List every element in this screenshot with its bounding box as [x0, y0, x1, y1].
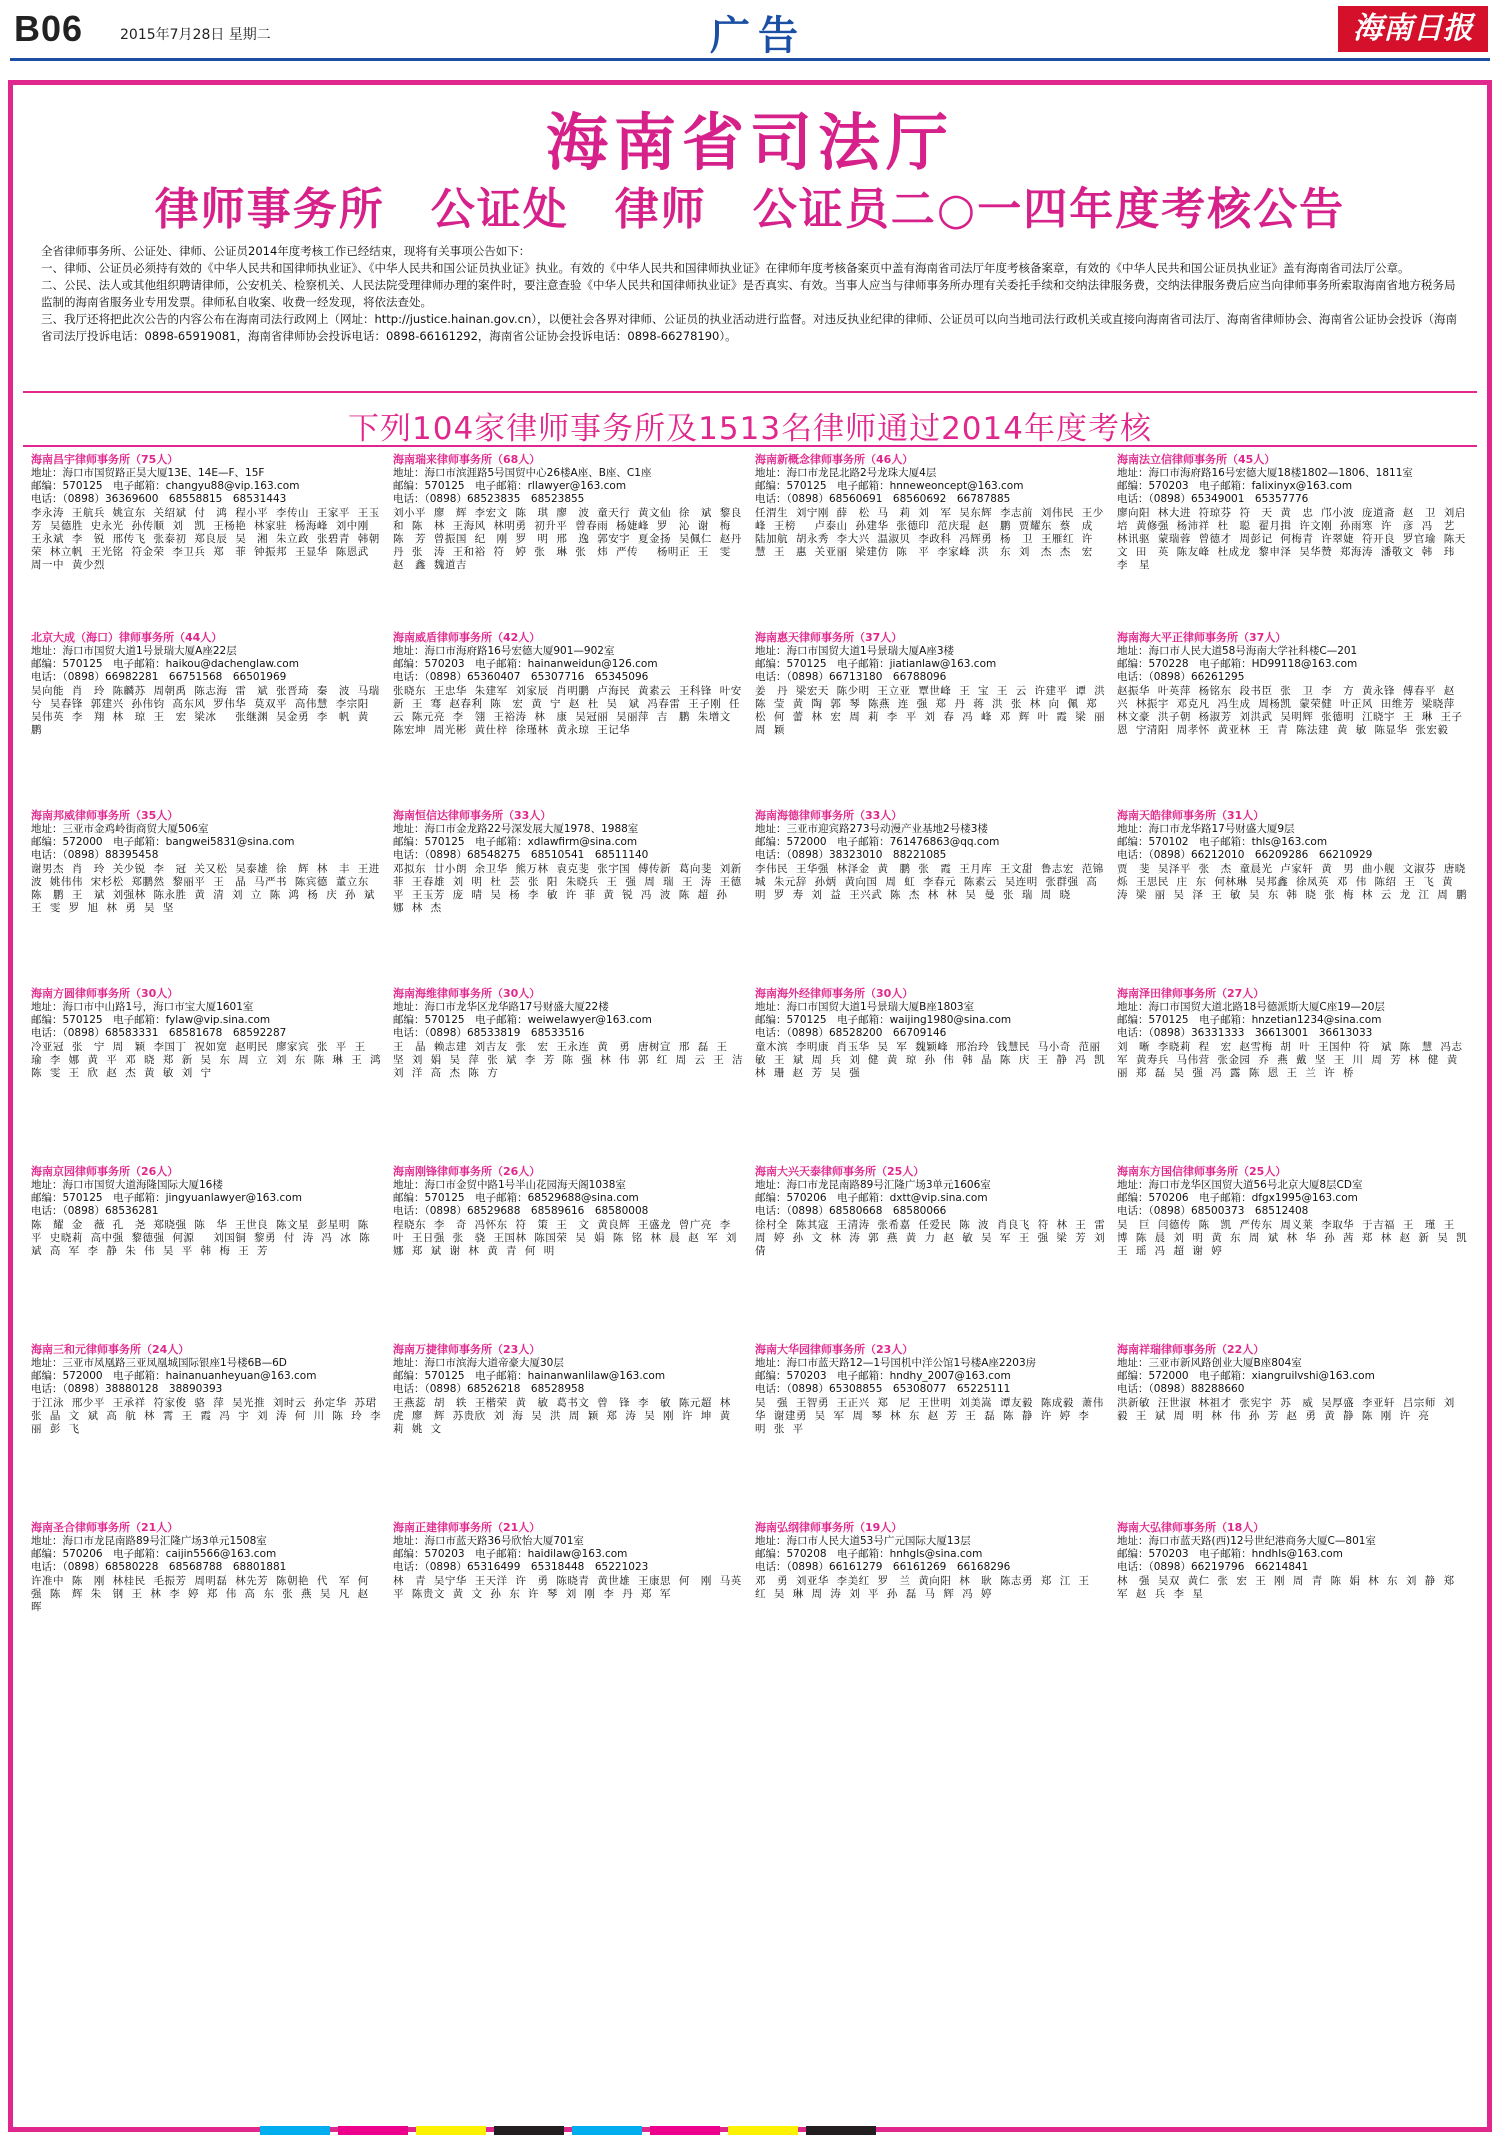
intro-paragraph: 三、我厅还将把此次公告的内容公布在海南司法行政网上（网址：http://justice.hainan.gov.cn），以便社会各界对律师、公证员的执业活动进行监督。对违反执业纪律的律师、公证员可以向当地司法行政机关或直接向海南省司法厅、海南省律师协会、海南省公证协会投诉（海南省司法厅投诉电话：0898-65919081，海南省律师协会投诉电话：0898-66161292，海南省公证协会投诉电话：0898-66278190）。: [41, 312, 1458, 343]
print-color-bars: [0, 2123, 1500, 2137]
firm-name: 海南泽田律师事务所（27人）: [1117, 987, 1265, 1000]
firm-phone: 电话：（0898）36369600 68558815 68531443: [31, 493, 287, 505]
firm-entry: [393, 631, 752, 803]
firm-address: 地址：海口市蓝天路(西)12号世纪港商务大厦C—801室: [1117, 1535, 1376, 1547]
list-title: 下列104家律师事务所及1513名律师通过2014年度考核: [348, 411, 1152, 447]
firm-postcode-email: 邮编：570125 电子邮箱：xdlawfirm@sina.com: [393, 836, 638, 848]
firm-lawyer-list: 贾 斐 吴泽平 张 杰 童晨光 卢家轩 黄 男 曲小舰 文淑芬 唐晓烁 王思民 庄 东 何林琳 吴邦鑫 徐凤英 邓 伟 陈绍 王 飞 黄 涛 梁 丽 吴 泽 王 敏 吴 东 韩 晓 张 梅 林 云 龙 江 周 鹏: [1117, 863, 1468, 901]
firm-name: 海南方圆律师事务所（30人）: [31, 987, 179, 1000]
firm-phone: 电话：（0898）68529688 68589616 68580008: [393, 1205, 649, 1217]
firm-name: 海南海德律师事务所（33人）: [755, 809, 903, 822]
firm-address: 地址：海口市海府路16号宏德大厦901—902室: [393, 645, 615, 657]
firm-lawyer-list: 任渭生 刘宁刚 薛 松 马 莉 刘 军 吴东辉 李志前 刘伟民 王少峰 王榜 卢泰山 孙建华 张德印 范庆琨 赵 鹏 贾耀东 蔡 成 陆加航 胡永秀 李大兴 温淑贝 李政科 冯辉勇 杨 卫 王雁红 许 慧 王 惠 关亚丽 梁建仿 陈 平 李家峰 洪 东 刘 杰 杰 宏: [755, 507, 1104, 558]
firm-address: 地址：海口市国贸大道海隆国际大厦16楼: [31, 1179, 223, 1191]
firm-lawyer-list: 刘小平 廖 辉 李宏文 陈 琪 廖 波 童天行 黄文仙 徐 斌 黎良和 陈 林 王海风 林明勇 初升平 曾春雨 杨婕峰 罗 沁 谢 梅 陈 芳 曾振国 纪 刚 罗 明 邢 逸 郭安宇 夏金扬 吴佩仁 赵丹丹 张 涛 王和裕 符 婷 张 琳 张 炜 严传 杨明正 王 雯 赵 鑫 魏道吉: [393, 507, 742, 571]
firm-address: 地址：海口市龙华区国贸大道56号北京大厦8层CD室: [1117, 1179, 1363, 1191]
firm-address: 地址：海口市国贸大道1号景瑞大厦A座3楼: [755, 645, 955, 657]
firm-name: 海南弘纲律师事务所（19人）: [755, 1521, 903, 1534]
firm-entry: [755, 1165, 1107, 1337]
firm-address: 地址：海口市蓝天路36号欣怡大厦701室: [393, 1535, 584, 1547]
color-bar-swatch: [728, 2126, 798, 2135]
firm-lawyer-list: 刘 晰 李晓莉 程 宏 赵雪梅 胡 叶 王国仲 符 斌 陈 慧 冯志军 黄寿兵 马伟营 张金园 乔 燕 戴 坚 王 川 周 芳 林 健 黄 丽 郑 磊 吴 强 冯 露 陈 恩 王 兰 许 桥: [1117, 1041, 1463, 1079]
firm-address: 地址：三亚市迎宾路273号动漫产业基地2号楼3楼: [755, 823, 988, 835]
firm-phone: 电话：（0898）36331333 36613001 36613033: [1117, 1027, 1373, 1039]
firm-postcode-email: 邮编：570208 电子邮箱：hnhgls@sina.com: [755, 1548, 983, 1560]
firm-lawyer-list: 陈 耀 金 薇 孔 尧 郑晓强 陈 华 王世良 陈文星 彭星明 陈 平 史晓莉 高中强 黎德强 何源 刘国铜 黎勇 付 涛 冯 冰 陈 斌 高 军 李 静 朱 伟 吴 平 韩 梅 王 芳: [31, 1219, 380, 1257]
firm-entry: [1117, 631, 1469, 803]
firm-name: 海南祥瑞律师事务所（22人）: [1117, 1343, 1265, 1356]
firm-postcode-email: 邮编：570125 电子邮箱：hnneweoncept@163.com: [755, 480, 1024, 492]
firm-postcode-email: 邮编：570228 电子邮箱：HD99118@163.com: [1117, 658, 1358, 670]
firm-phone: 电话：（0898）65308855 65308077 65225111: [755, 1383, 1011, 1395]
firm-postcode-email: 邮编：570125 电子邮箱：hainanwanlilaw@163.com: [393, 1370, 666, 1382]
firm-phone: 电话：（0898）68583331 68581678 68592287: [31, 1027, 287, 1039]
firm-lawyer-list: 林 强 吴双 黄仁 张 宏 王 刚 周 青 陈 娟 林 东 刘 静 郑 军 赵 兵 李 星: [1117, 1575, 1455, 1600]
color-bar-swatch: [650, 2126, 720, 2135]
firm-phone: 电话：（0898）68528200 66709146: [755, 1027, 947, 1039]
firm-phone: 电话：（0898）68500373 68512408: [1117, 1205, 1309, 1217]
firm-address: 地址：海口市国贸大道1号景瑞大厦A座22层: [31, 645, 237, 657]
firm-name: 海南圣合律师事务所（21人）: [31, 1521, 179, 1534]
firm-entry: [393, 809, 745, 981]
directory-column: [31, 453, 383, 2121]
firm-phone: 电话：（0898）68560691 68560692 66787885: [755, 493, 1011, 505]
firm-address: 地址：海口市滨涯路5号国贸中心26楼A座、B座、C1座: [393, 467, 652, 479]
firm-phone: 电话：（0898）66713180 66788096: [755, 671, 947, 683]
firm-address: 地址：海口市国贸路正昊大厦13E、14E—F、15F: [31, 467, 265, 479]
firm-lawyer-list: 冷亚冠 张 宁 周 颖 李国丁 祝如宽 赵明民 廖家宾 张 平 王 瑜 李 娜 黄 平 邓 晓 郑 新 吴 东 周 立 刘 东 陈 琳 王 鸿 陈 雯 王 欣 赵 杰 黄 敏 刘 宁: [31, 1041, 382, 1079]
firm-name: 海南大兴天泰律师事务所（25人）: [755, 1165, 925, 1178]
firm-entry: [755, 1521, 1107, 1693]
notice-intro: [41, 243, 1465, 345]
firm-name: 海南天皓律师事务所（31人）: [1117, 809, 1265, 822]
color-bar-swatch: [572, 2126, 642, 2135]
section-divider: [23, 391, 1477, 393]
color-bar-swatch: [806, 2126, 876, 2135]
firm-name: 海南海大平正律师事务所（37人）: [1117, 631, 1287, 644]
firm-address: 地址：海口市蓝天路12—1号国机中洋公馆1号楼A座2203房: [755, 1357, 1037, 1369]
firm-postcode-email: 邮编：570125 电子邮箱：jingyuanlawyer@163.com: [31, 1192, 302, 1204]
firm-name: 海南大弘律师事务所（18人）: [1117, 1521, 1265, 1534]
firm-name: 北京大成（海口）律师事务所（44人）: [31, 631, 223, 644]
firm-lawyer-list: 谢男杰 肖 玲 关少锐 李 冠 关又松 吴泰雄 徐 辉 林 丰 王进波 姚伟伟 宋杉松 郑鹏然 黎丽平 王 晶 马严书 陈宾德 董立东 陈 鹏 王 斌 刘强林 陈永胜 黄 清 刘 立 陈 鸿 杨 庆 孙 斌 王 雯 罗 旭 林 勇 吴 坚: [31, 863, 380, 914]
firm-lawyer-list: 吴 巨 闫德传 陈 凯 严传东 周义莱 李取华 于吉福 王 瑾 王 博 陈 晨 刘 明 黄 东 周 斌 林 华 孙 茜 郑 林 赵 新 吴 凯 王 瑶 冯 超 谢 婷: [1117, 1219, 1468, 1257]
firm-name: 海南正建律师事务所（21人）: [393, 1521, 541, 1534]
firm-phone: 电话：（0898）88288660: [1117, 1383, 1245, 1395]
firm-address: 地址：海口市人民大道58号海南大学社科楼C—201: [1117, 645, 1358, 657]
firm-postcode-email: 邮编：570206 电子邮箱：dxtt@vip.sina.com: [755, 1192, 988, 1204]
firm-entry: [755, 809, 1107, 981]
firm-phone: 电话：（0898）68533819 68533516: [393, 1027, 585, 1039]
firm-phone: 电话：（0898）65316499 65318448 65221023: [393, 1561, 649, 1573]
firm-name: 海南邦威律师事务所（35人）: [31, 809, 179, 822]
firm-lawyer-list: 林 青 吴宁华 王天洋 许 勇 陈晓青 黄世雄 王康思 何 刚 马英平 陈贵文 黄 文 孙 东 许 琴 刘 刚 李 丹 郑 军: [393, 1575, 742, 1600]
firm-lawyer-list: 徐村全 陈其寇 王清涛 张希嘉 任爱民 陈 波 肖良飞 符 林 王 雷 周 婷 孙 文 林 涛 郭 燕 黄 力 赵 敏 吴 军 王 强 梁 芳 刘 倩: [755, 1219, 1106, 1257]
firm-phone: 电话：（0898）68580668 68580066: [755, 1205, 947, 1217]
firm-directory: [31, 453, 1471, 2121]
firm-lawyer-list: 程晓东 李 奇 冯怀东 符 策 王 文 黄良辉 王盛龙 曾广亮 李 叶 王日强 张 骁 王国林 陈国荣 吴 娟 陈 铭 林 晨 赵 军 刘 娜 郑 斌 谢 林 黄 青 何 明: [393, 1219, 742, 1257]
firm-lawyer-list: 王燕蕊 胡 轶 王楷荣 黄 敏 葛书文 曾 锋 李 敏 陈元超 林 虎 廖 辉 苏贵欣 刘 海 吴 洪 周 颖 郑 涛 吴 刚 许 坤 黄 莉 姚 文: [393, 1397, 742, 1435]
firm-entry: [393, 1165, 745, 1337]
firm-phone: 电话：（0898）66219796 66214841: [1117, 1561, 1309, 1573]
firm-entry: [755, 631, 1107, 803]
intro-paragraph: 一、律师、公证员必须持有效的《中华人民共和国律师执业证》、《中华人民共和国公证员执业证》执业。有效的《中华人民共和国律师执业证》在律师年度考核备案页中盖有海南省司法厅年度考核备案章，有效的《中华人民共和国公证员执业证》盖有海南省司法厅公章。: [41, 261, 1410, 275]
firm-postcode-email: 邮编：570203 电子邮箱：haidilaw@163.com: [393, 1548, 628, 1560]
firm-phone: 电话：（0898）66261295: [1117, 671, 1245, 683]
publication-date: 2015年7月28日 星期二: [120, 27, 271, 43]
section-divider: [23, 445, 1477, 447]
firm-phone: 电话：（0898）38880128 38890393: [31, 1383, 223, 1395]
firm-entry: [1117, 1343, 1469, 1515]
firm-postcode-email: 邮编：570125 电子邮箱：waijing1980@sina.com: [755, 1014, 1012, 1026]
firm-address: 地址：三亚市新风路创业大厦B座804室: [1117, 1357, 1302, 1369]
firm-lawyer-list: 李永涛 王航兵 姚宣东 关绍斌 付 鸿 程小平 李传山 王家平 王玉芳 吴德胜 史永光 孙传顺 刘 凯 王杨艳 林家驻 杨海峰 刘中刚 王永斌 李 锐 邢传飞 张泰初 郑良辰 吴 湘 朱立政 张碧青 韩朝荣 林立帆 王光铭 符金荣 李卫兵 郑 菲 钟振邦 王显华 陈恩武 周一中 黄少烈: [31, 507, 380, 571]
firm-postcode-email: 邮编：570125 电子邮箱：68529688@sina.com: [393, 1192, 639, 1204]
firm-name: 海南京园律师事务所（26人）: [31, 1165, 179, 1178]
firm-lawyer-list: 吴 强 王智勇 王正兴 郑 尼 王世明 刘美嵩 谭友毅 陈成毅 萧伟华 谢建勇 吴 军 周 琴 林 东 赵 芳 王 磊 陈 静 许 婷 李 明 张 平: [755, 1397, 1104, 1435]
firm-address: 地址：海口市国贸大道北路18号德派斯大厦C座19—20层: [1117, 1001, 1385, 1013]
firm-phone: 电话：（0898）68536281: [31, 1205, 159, 1217]
firm-entry: [31, 1165, 383, 1337]
firm-phone: 电话：（0898）66212010 66209286 66210929: [1117, 849, 1373, 861]
section-title: 广告: [710, 13, 806, 59]
notice-subtitle: 律师事务所 公证处 律师 公证员二○一四年度考核公告: [154, 184, 1346, 235]
directory-column: [755, 453, 1107, 2121]
firm-lawyer-list: 于江泳 邢少平 王承祥 符家俊 骆 萍 吴光推 刘时云 孙定华 苏珺 张 晶 文 斌 高 航 林 霄 王 霞 冯 宇 刘 涛 何 川 陈 玲 李 丽 彭 飞: [31, 1397, 382, 1435]
firm-entry: [31, 631, 383, 803]
firm-postcode-email: 邮编：570125 电子邮箱：changyu88@vip.163.com: [31, 480, 300, 492]
firm-entry: [1117, 987, 1469, 1159]
firm-lawyer-list: 吴向能 肖 玲 陈麟苏 周朝禹 陈志海 雷 斌 张晋琦 秦 波 马瑞兮 吴春锋 郭建兴 孙伟钧 高东风 罗伟华 莫双平 高伟慧 李宗阳 吴伟英 李 翔 林 琼 王 宏 梁冰 张继渊 吴金勇 李 帆 黄 鹏: [31, 685, 380, 736]
firm-phone: 电话：（0898）68526218 68528958: [393, 1383, 585, 1395]
firm-entry: [1117, 1165, 1469, 1337]
firm-entry: [31, 987, 383, 1159]
firm-postcode-email: 邮编：572000 电子邮箱：761476863@qq.com: [755, 836, 1000, 848]
firm-name: 海南昌宇律师事务所（75人）: [31, 453, 179, 466]
firm-entry: [393, 1521, 745, 1693]
firm-postcode-email: 邮编：570203 电子邮箱：hndhy_2007@163.com: [755, 1370, 1011, 1382]
firm-address: 地址：三亚市金鸡岭街商贸大厦506室: [31, 823, 209, 835]
firm-address: 地址：三亚市凤凰路三亚凤凰城国际银座1号楼6B—6D: [31, 1357, 287, 1369]
firm-address: 地址：海口市海府路16号宏德大厦18楼1802—1806、1811室: [1117, 467, 1413, 479]
firm-name: 海南刚锋律师事务所（26人）: [393, 1165, 541, 1178]
firm-postcode-email: 邮编：570125 电子邮箱：haikou@dachenglaw.com: [31, 658, 299, 670]
firm-postcode-email: 邮编：572000 电子邮箱：hainanuanheyuan@163.com: [31, 1370, 317, 1382]
firm-postcode-email: 邮编：570203 电子邮箱：falixinyx@163.com: [1117, 480, 1353, 492]
firm-entry: [755, 1343, 1107, 1515]
firm-name: 海南新概念律师事务所（46人）: [755, 453, 914, 466]
firm-lawyer-list: 邓拟东 廿小朗 余卫华 熊万林 袁克斐 张宇国 傅传新 葛向斐 刘新菲 王春雄 刘 明 杜 芸 张 阳 朱晓兵 王 强 周 瑞 王 涛 王德平 王玉芳 庞 晴 吴 杨 李 敏 许 菲 黄 锐 冯 波 陈 超 孙 娜 林 杰: [393, 863, 742, 914]
firm-entry: [1117, 809, 1469, 981]
firm-phone: 电话：（0898）88395458: [31, 849, 159, 861]
firm-postcode-email: 邮编：570125 电子邮箱：hnzetian1234@sina.com: [1117, 1014, 1382, 1026]
firm-postcode-email: 邮编：570206 电子邮箱：caijin5566@163.com: [31, 1548, 277, 1560]
firm-postcode-email: 邮编：570125 电子邮箱：fylaw@vip.sina.com: [31, 1014, 271, 1026]
firm-entry: [31, 1521, 383, 1693]
firm-phone: 电话：（0898）68548275 68510541 68511140: [393, 849, 649, 861]
firm-entry: [393, 1343, 745, 1515]
firm-lawyer-list: 童木滨 李明康 肖玉华 吴 军 魏颖峰 邢治玲 钱慧民 马小奇 范丽敏 王 斌 周 兵 刘 健 黄 琼 孙 伟 韩 晶 陈 庆 王 静 冯 凯 林 珊 赵 芳 吴 强: [755, 1041, 1106, 1079]
firm-postcode-email: 邮编：570125 电子邮箱：weiwelawyer@163.com: [393, 1014, 652, 1026]
directory-column: [393, 453, 752, 2121]
firm-name: 海南大华园律师事务所（23人）: [755, 1343, 914, 1356]
page-number: B06: [14, 8, 84, 49]
firm-phone: 电话：（0898）68580228 68568788 68801881: [31, 1561, 287, 1573]
firm-address: 地址：海口市龙华区龙华路17号财盛大厦22楼: [393, 1001, 609, 1013]
firm-entry: [31, 1343, 383, 1515]
firm-phone: 电话：（0898）66982281 66751568 66501969: [31, 671, 287, 683]
firm-entry: [755, 987, 1107, 1159]
firm-lawyer-list: 姜 丹 梁宏天 陈少明 王立亚 覃世峰 王 宝 王 云 许建平 谭 洪 陈 莹 黄 陶 郭 琴 陈燕 连 强 郑 丹 蒋 洪 张 林 向 佩 郑 松 何 蕾 林 宏 周 莉 李 平 刘 春 冯 峰 邓 辉 叶 霞 梁 丽 周 颖: [755, 685, 1106, 736]
firm-name: 海南海外经律师事务所（30人）: [755, 987, 914, 1000]
firm-phone: 电话：（0898）68523835 68523855: [393, 493, 585, 505]
firm-entry: [393, 987, 745, 1159]
firm-postcode-email: 邮编：572000 电子邮箱：xiangruilvshi@163.com: [1117, 1370, 1375, 1382]
firm-name: 海南威盾律师事务所（42人）: [393, 631, 541, 644]
firm-address: 地址：海口市金贸中路1号半山花园海天阁1038室: [393, 1179, 626, 1191]
firm-name: 海南惠天律师事务所（37人）: [755, 631, 903, 644]
firm-name: 海南万捷律师事务所（23人）: [393, 1343, 541, 1356]
notice-frame: [8, 80, 1492, 2132]
firm-name: 海南东方国信律师事务所（25人）: [1117, 1165, 1287, 1178]
firm-name: 海南法立信律师事务所（45人）: [1117, 453, 1276, 466]
firm-address: 地址：海口市人民大道53号广元国际大厦13层: [755, 1535, 971, 1547]
color-bar-swatch: [338, 2126, 408, 2135]
firm-name: 海南瑞来律师事务所（68人）: [393, 453, 541, 466]
firm-address: 地址：海口市龙昆南路89号汇隆广场3单元1606室: [755, 1179, 991, 1191]
firm-lawyer-list: 王 晶 赖志建 刘吉友 张 宏 王永连 黄 勇 唐树宣 邢 磊 王 坚 刘 娟 吴 萍 张 斌 李 芳 陈 强 林 伟 郭 红 周 云 王 洁 刘 洋 高 杰 陈 方: [393, 1041, 744, 1079]
firm-lawyer-list: 赵振华 叶英萍 杨铭东 段书臣 张 卫 李 方 黄永锋 傅春平 赵 兴 林振宇 邓克凡 冯生成 周杨凯 蒙荣健 叶正风 田维芳 梁晓萍 林文豪 洪子朝 杨淑芳 刘洪武 吴明辉 张德明 江晓宇 王 琳 王子恩 宁清阳 周孝怀 黄亚林 王 青 陈法建 黄 敏 陈显华 张宏毅: [1117, 685, 1466, 736]
firm-postcode-email: 邮编：570102 电子邮箱：thls@163.com: [1117, 836, 1328, 848]
newspaper-logo: 海南日报: [1338, 6, 1488, 52]
firm-address: 地址：海口市龙昆北路2号龙珠大厦4层: [755, 467, 937, 479]
firm-lawyer-list: 廖向阳 林大进 符琼芬 符 天 黄 忠 邝小波 庞道斋 赵 卫 刘启培 黄修强 杨沛祥 杜 聪 翟月揖 许文刚 孙雨寒 许 彦 冯 艺 林讯驱 蒙瑞蓉 曾德才 周彭记 何梅青 许翠婕 符开良 罗官瑜 陈天文 田 英 陈友峰 杜成龙 黎申泽 吴华赞 郑海涛 潘敬文 韩 玮 李 星: [1117, 507, 1466, 571]
firm-lawyer-list: 张晓东 王忠华 朱建军 刘家辰 肖明鹏 卢海民 黄素云 王科锋 叶安新 王 骞 赵春利 陈 宏 黄 宁 赵 杜 吴 斌 冯春雷 王子刚 任 云 陈元亮 李 翎 王裕涛 林 康 吴冠丽 吴丽萍 吉 鹏 朱增文 陈宏坤 周光彬 黄仕梓 徐瑾林 黄永琼 王记华: [393, 685, 752, 736]
firm-address: 地址：海口市中山路1号，海口市宝大厦1601室: [31, 1001, 254, 1013]
firm-entry: [755, 453, 1107, 625]
firm-lawyer-list: 李伟民 王华强 林泽金 黄 鹏 张 霞 王月库 王文甜 鲁志宏 范锦城 朱元辞 孙炳 黄向国 周 虹 李春元 陈素云 吴连明 张群强 高明 罗 寿 刘 益 王兴武 陈 杰 林 林 吴 曼 张 瑞 周 晓: [755, 863, 1104, 901]
firm-lawyer-list: 洪新敏 汪世淑 林祖才 张宪宇 苏 威 吴厚盛 李亚轩 吕宗师 刘 毅 王 斌 周 明 林 伟 孙 芳 赵 勇 黄 静 陈 刚 许 亮: [1117, 1397, 1455, 1422]
firm-name: 海南恒信达律师事务所（33人）: [393, 809, 552, 822]
firm-phone: 电话：（0898）65360407 65307716 65345096: [393, 671, 649, 683]
color-bar-swatch: [494, 2126, 564, 2135]
notice-title: 海南省司法厅: [545, 106, 954, 179]
intro-paragraph: 全省律师事务所、公证处、律师、公证员2014年度考核工作已经结束，现将有关事项公告如下：: [41, 244, 531, 258]
firm-phone: 电话：（0898）65349001 65357776: [1117, 493, 1309, 505]
firm-address: 地址：海口市国贸大道1号景瑞大厦B座1803室: [755, 1001, 975, 1013]
firm-postcode-email: 邮编：570203 电子邮箱：hndhls@163.com: [1117, 1548, 1343, 1560]
firm-phone: 电话：（0898）66161279 66161269 66168296: [755, 1561, 1011, 1573]
firm-entry: [1117, 1521, 1469, 1693]
firm-entry: [1117, 453, 1469, 625]
intro-paragraph: 二、公民、法人或其他组织聘请律师，公安机关、检察机关、人民法院受理律师办理的案件时，要注意查验《中华人民共和国律师执业证》是否真实、有效。当事人应当与律师事务所办理有关委托手续和交纳法律服务费，交纳法律服务费后应当向律师事务所索取海南省地方税务局监制的海南省服务业专用发票。律师私自收案、收费一经发现，将依法查处。: [41, 278, 1456, 309]
directory-column: [1117, 453, 1469, 2121]
firm-name: 海南海维律师事务所（30人）: [393, 987, 541, 1000]
firm-entry: [31, 453, 383, 625]
firm-address: 地址：海口市龙华路17号财盛大厦9层: [1117, 823, 1295, 835]
header-rule: [10, 58, 1490, 61]
firm-lawyer-list: 许准中 陈 刚 林桂民 毛振芳 周明磊 林先芳 陈朝艳 代 军 何 强 陈 辉 朱 钢 王 林 李 婷 郑 伟 高 东 张 燕 吴 凡 赵 晖: [31, 1575, 380, 1613]
firm-address: 地址：海口市金龙路22号深发展大厦1978、1988室: [393, 823, 639, 835]
firm-address: 地址：海口市滨海大道帝豪大厦30层: [393, 1357, 564, 1369]
firm-name: 海南三和元律师事务所（24人）: [31, 1343, 190, 1356]
firm-phone: 电话：（0898）38323010 88221085: [755, 849, 947, 861]
firm-lawyer-list: 邓 勇 刘亚华 李美红 罗 兰 黄向阳 林 耿 陈志勇 郑 江 王 红 吴 琳 周 涛 刘 平 孙 磊 马 辉 冯 婷: [755, 1575, 1090, 1600]
firm-postcode-email: 邮编：570125 电子邮箱：jiatianlaw@163.com: [755, 658, 997, 670]
page-header: [0, 0, 1500, 72]
firm-postcode-email: 邮编：570125 电子邮箱：rllawyer@163.com: [393, 480, 627, 492]
firm-postcode-email: 邮编：570203 电子邮箱：hainanweidun@126.com: [393, 658, 658, 670]
firm-entry: [31, 809, 383, 981]
firm-entry: [393, 453, 745, 625]
color-bar-swatch: [416, 2126, 486, 2135]
firm-postcode-email: 邮编：570206 电子邮箱：dfgx1995@163.com: [1117, 1192, 1358, 1204]
firm-postcode-email: 邮编：572000 电子邮箱：bangwei5831@sina.com: [31, 836, 295, 848]
firm-address: 地址：海口市龙昆南路89号汇隆广场3单元1508室: [31, 1535, 267, 1547]
color-bar-swatch: [260, 2126, 330, 2135]
